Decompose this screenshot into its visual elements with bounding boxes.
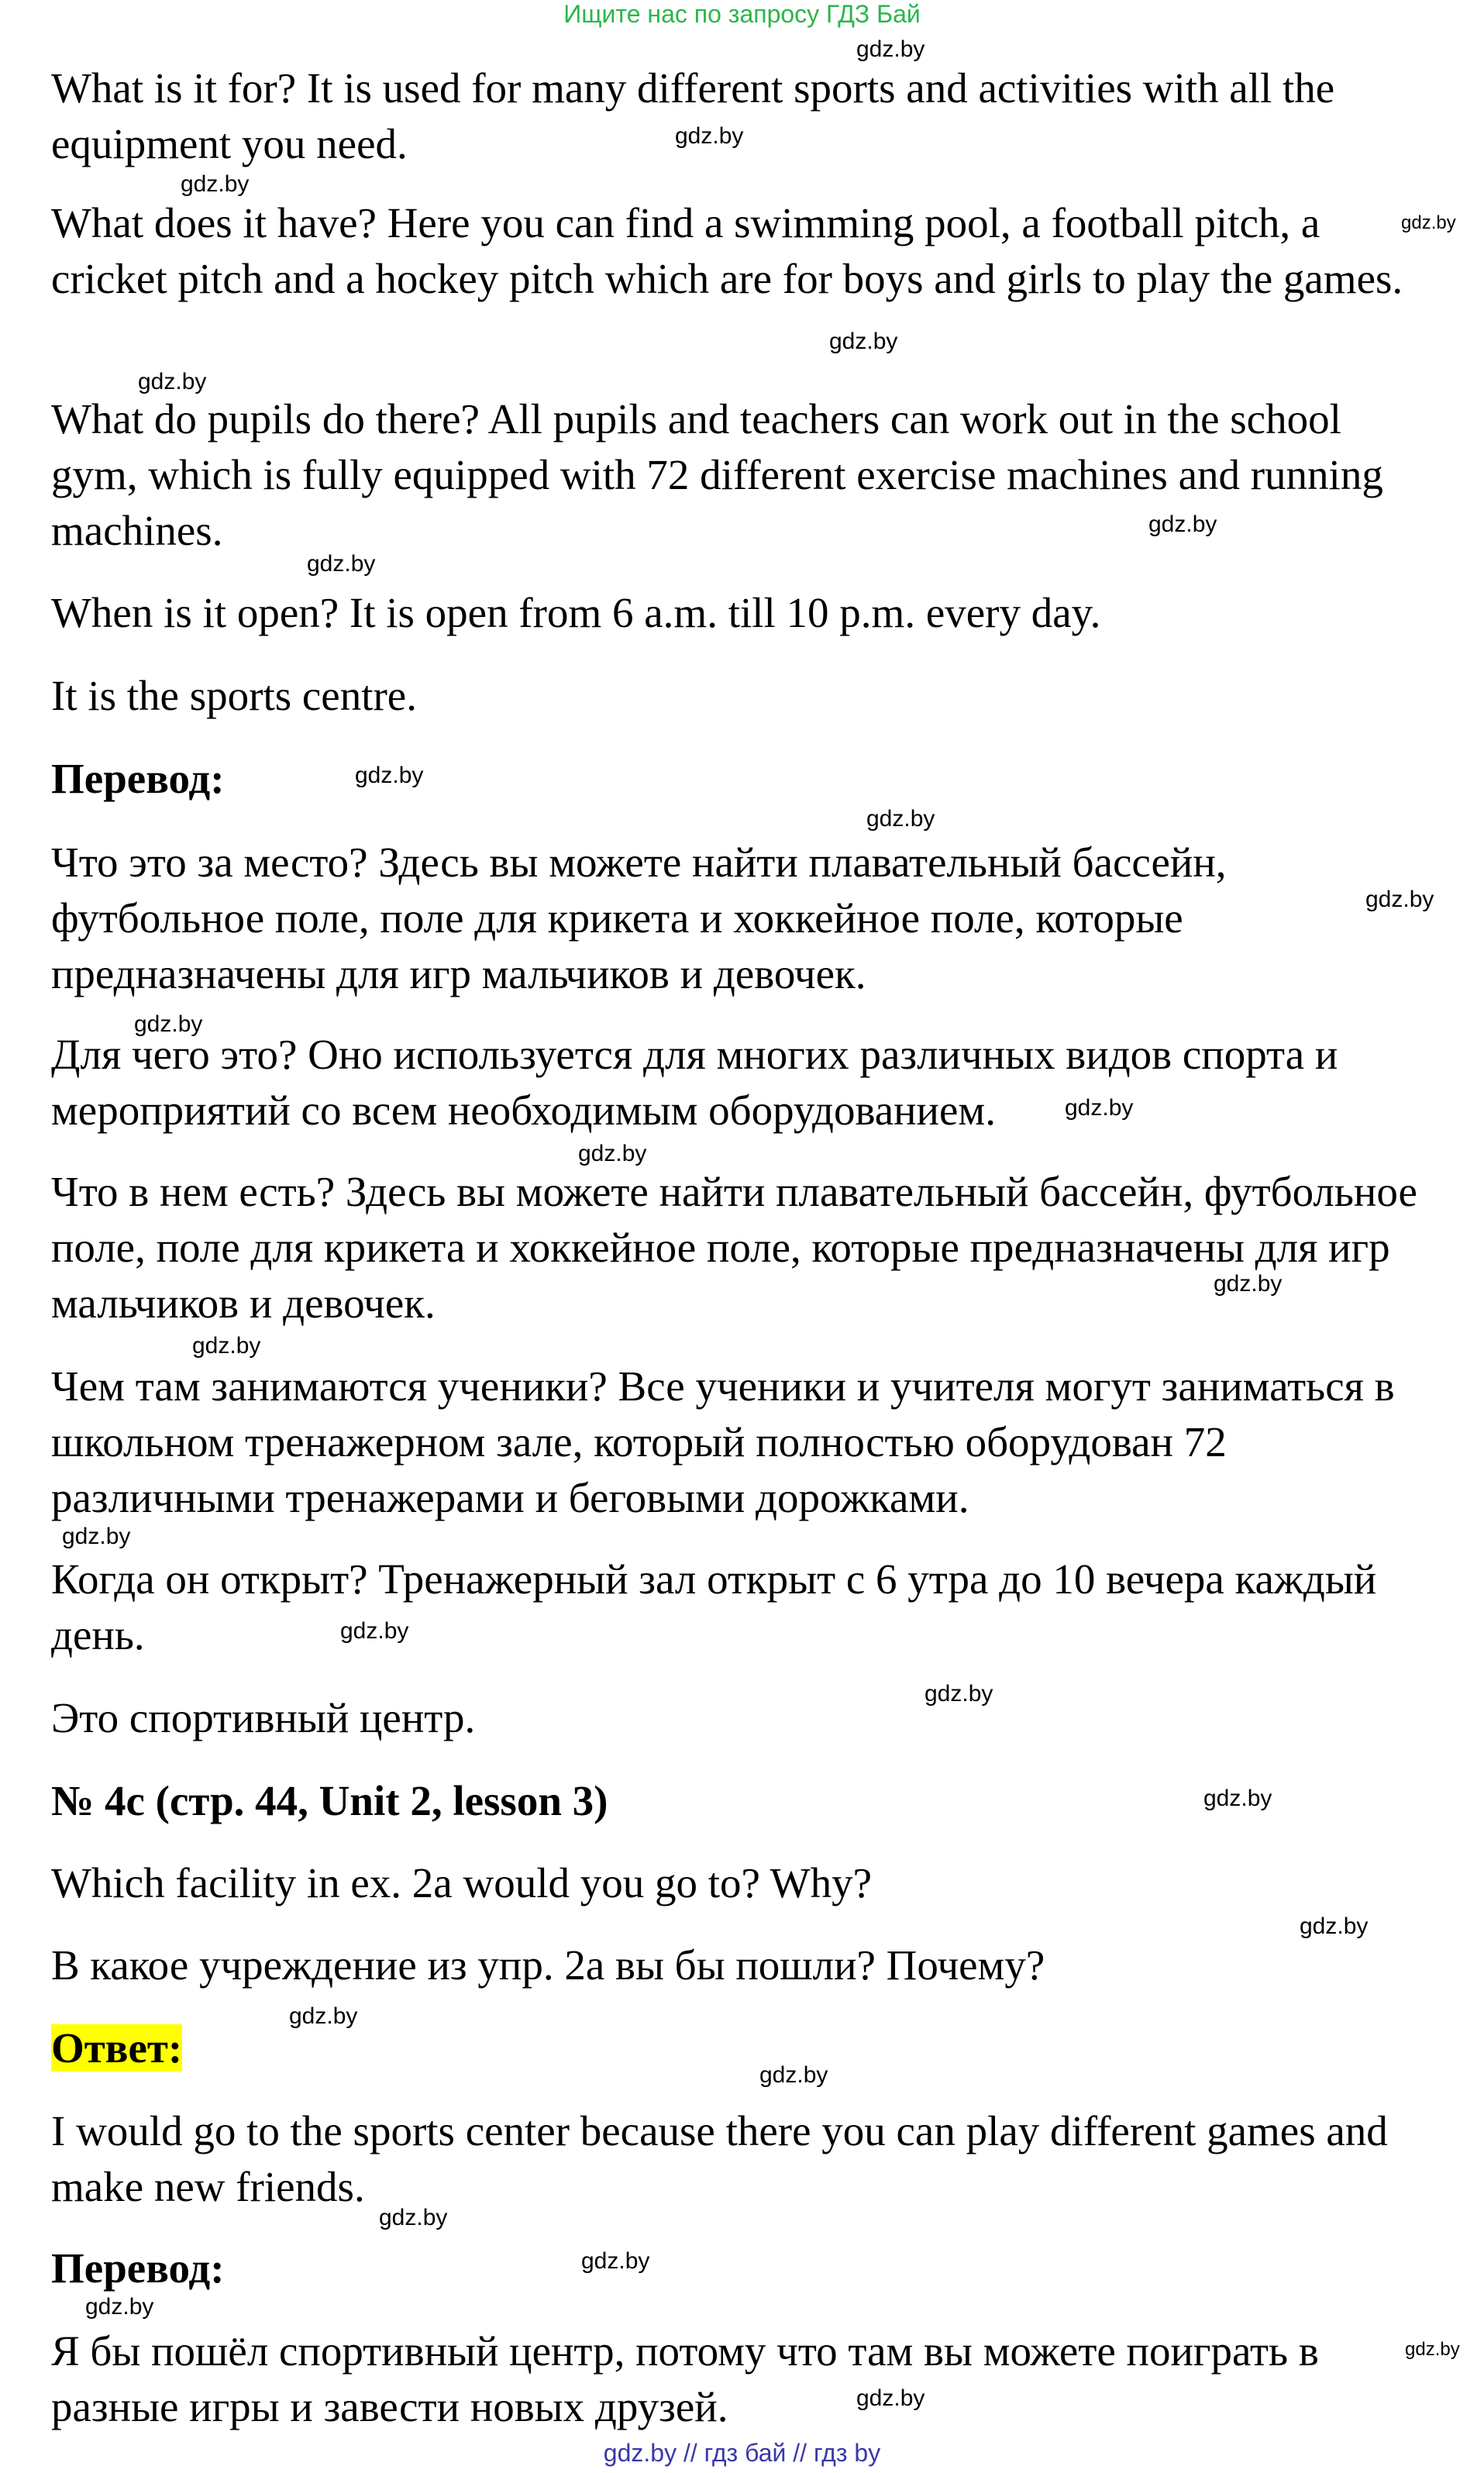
- answer-en: I would go to the sports center because there you can play different games and make new friends.: [51, 2107, 1388, 2210]
- watermark: gdz.by: [1214, 1271, 1283, 1297]
- paragraph-ru-sports-centre: Это спортивный центр.: [51, 1694, 476, 1741]
- watermark: gdz.by: [829, 329, 898, 354]
- search-banner[interactable]: Ищите нас по запросу ГДЗ Бай: [563, 0, 921, 28]
- watermark: gdz.by: [1148, 511, 1217, 537]
- watermark: gdz.by: [1401, 212, 1456, 233]
- watermark: gdz.by: [138, 369, 207, 394]
- paragraph-answer-sports-centre: It is the sports centre.: [51, 672, 417, 719]
- paragraph-what-do-pupils-do: What do pupils do there? All pupils and teachers can work out in the school gym, which is fully equipped with 72 different exercise machines and running machines.: [51, 395, 1383, 554]
- paragraph-ru-when-open: Когда он открыт? Тренажерный зал открыт с 6 утра до 10 вечера каждый день.: [51, 1555, 1377, 1658]
- watermark: gdz.by: [866, 806, 935, 832]
- heading-translation-1: Перевод:: [51, 755, 225, 802]
- watermark: gdz.by: [675, 123, 744, 149]
- watermark: gdz.by: [379, 2205, 448, 2230]
- answer-label: Ответ:: [51, 2024, 183, 2072]
- question-ru: В какое учреждение из упр. 2а вы бы пошли? Почему?: [51, 1941, 1045, 1989]
- watermark: gdz.by: [307, 551, 376, 577]
- watermark: gdz.by: [62, 1524, 131, 1549]
- heading-translation-2: Перевод:: [51, 2244, 225, 2292]
- watermark: gdz.by: [1203, 1786, 1272, 1811]
- watermark: gdz.by: [581, 2248, 650, 2274]
- watermark: gdz.by: [340, 1618, 409, 1644]
- watermark: gdz.by: [856, 2385, 925, 2411]
- watermark: gdz.by: [289, 2003, 358, 2029]
- answer-ru: Я бы пошёл спортивный центр, потому что там вы можете поиграть в разные игры и завести новых друзей.: [51, 2327, 1319, 2430]
- watermark: gdz.by: [134, 1011, 203, 1037]
- paragraph-what-does-it-have: What does it have? Here you can find a swimming pool, a football pitch, a cricket pitch and a hockey pitch which are for boys and girls to play the games.: [51, 199, 1403, 302]
- watermark: gdz.by: [578, 1141, 647, 1166]
- watermark: gdz.by: [924, 1681, 993, 1707]
- watermark: gdz.by: [355, 763, 424, 788]
- watermark: gdz.by: [759, 2062, 828, 2088]
- paragraph-ru-what-place: Что это за место? Здесь вы можете найти плавательный бассейн, футбольное поле, поле для крикета и хоккейное поле, которые предназначены для игр мальчиков и девочек.: [51, 839, 1227, 997]
- answer-heading: [51, 2020, 1438, 2076]
- watermark: gdz.by: [85, 2294, 154, 2320]
- watermark: gdz.by: [181, 171, 250, 197]
- exercise-heading: № 4c (стр. 44, Unit 2, lesson 3): [51, 1777, 608, 1824]
- paragraph-ru-pupils: Чем там занимаются ученики? Все ученики и учителя могут заниматься в школьном тренажерном зале, который полностью оборудован 72 различными тренажерами и беговыми дорожками.: [51, 1362, 1395, 1521]
- watermark: gdz.by: [1300, 1913, 1369, 1939]
- paragraph-what-is-it-for: What is it for? It is used for many different sports and activities with all the equipment you need.: [51, 64, 1335, 167]
- watermark: gdz.by: [1365, 887, 1434, 912]
- paragraph-ru-what-for: Для чего это? Оно используется для многих различных видов спорта и мероприятий со всем необходимым оборудованием.: [51, 1031, 1338, 1134]
- watermark: gdz.by: [856, 36, 925, 62]
- footer-links[interactable]: gdz.by // гдз бай // гдз by: [603, 2439, 881, 2467]
- question-en: Which facility in ex. 2a would you go to? Why?: [51, 1859, 872, 1906]
- watermark: gdz.by: [192, 1333, 261, 1359]
- paragraph-when-is-it-open: When is it open? It is open from 6 a.m. till 10 p.m. every day.: [51, 589, 1101, 636]
- paragraph-ru-what-has: Что в нем есть? Здесь вы можете найти плавательный бассейн, футбольное поле, поле для крикета и хоккейное поле, которые предназначены для игр мальчиков и девочек.: [51, 1168, 1417, 1327]
- watermark: gdz.by: [1065, 1095, 1134, 1121]
- watermark: gdz.by: [1405, 2339, 1460, 2360]
